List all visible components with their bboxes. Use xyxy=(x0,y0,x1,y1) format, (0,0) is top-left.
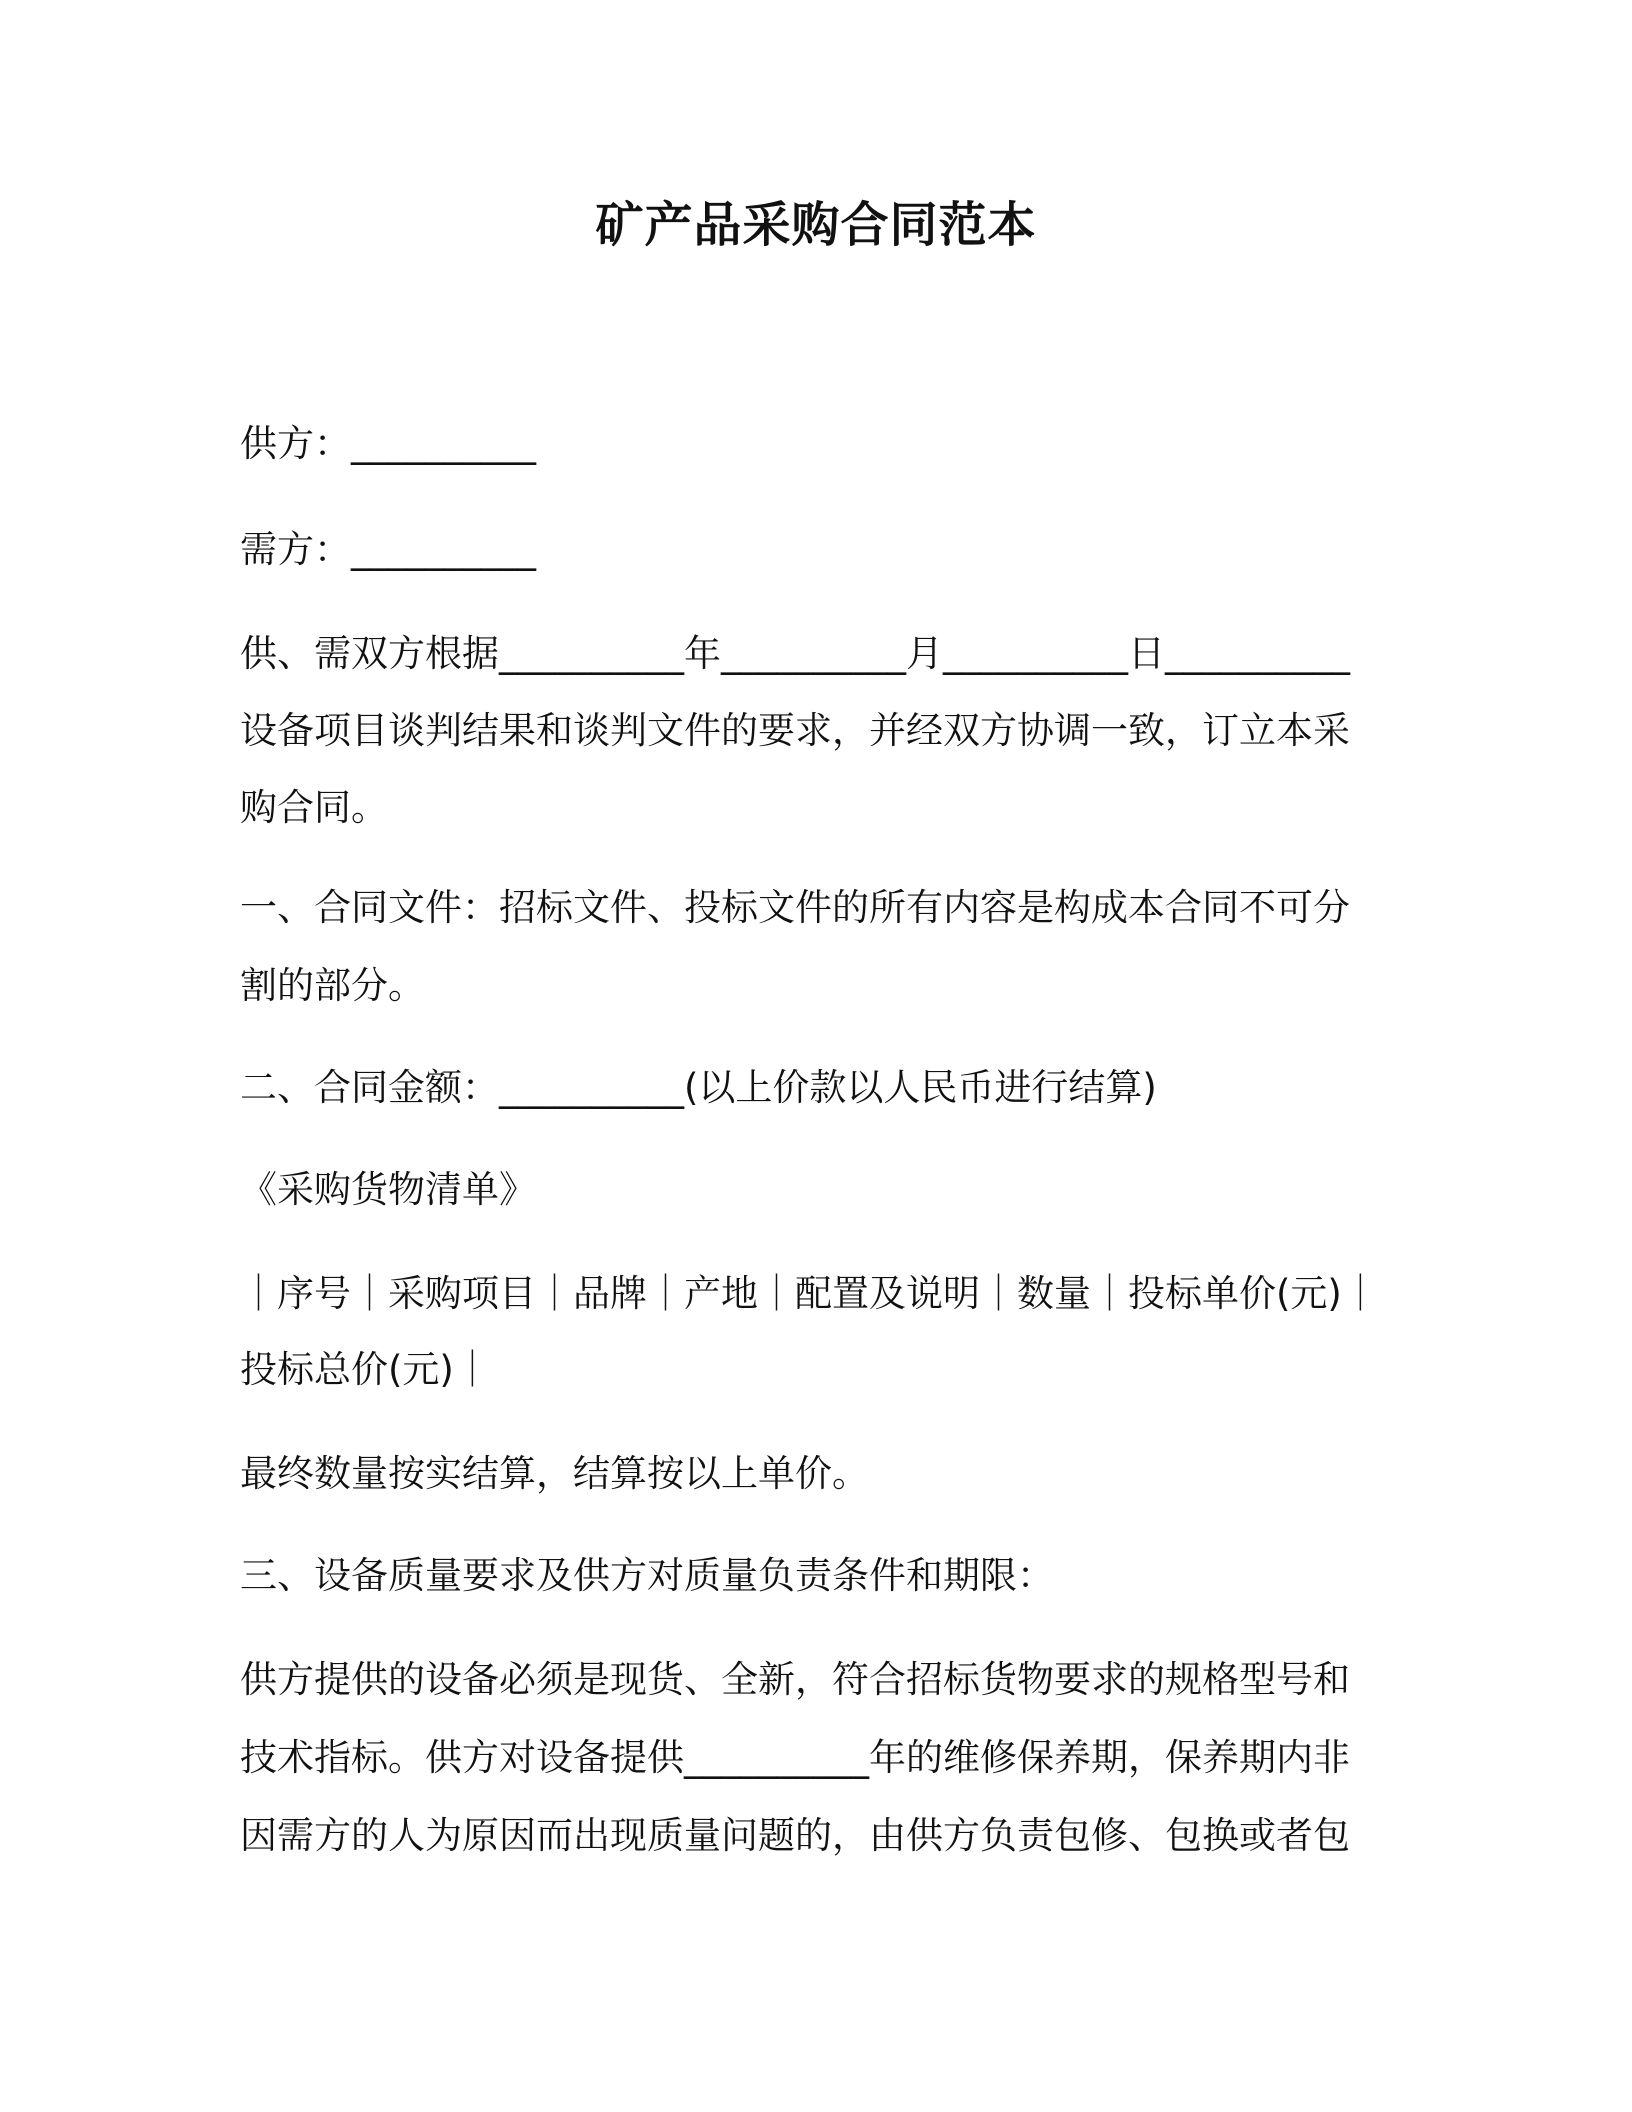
supplier-line: 供方：__________ xyxy=(240,422,536,465)
goods-list-heading: 《采购货物清单》 xyxy=(240,1168,536,1211)
preamble-line-3: 购合同。 xyxy=(240,786,388,829)
table-header-line-2: 投标总价(元)｜ xyxy=(240,1348,491,1391)
preamble-line-2: 设备项目谈判结果和谈判文件的要求，并经双方协调一致，订立本采 xyxy=(240,709,1350,752)
buyer-line: 需方：__________ xyxy=(240,528,536,571)
table-header-line-1: ｜序号｜采购项目｜品牌｜产地｜配置及说明｜数量｜投标单价(元)｜ xyxy=(240,1272,1379,1315)
clause-1-line-1: 一、合同文件：招标文件、投标文件的所有内容是构成本合同不可分 xyxy=(240,886,1350,929)
document-title: 矿产品采购合同范本 xyxy=(595,197,1037,253)
clause-3-line-3: 因需方的人为原因而出现质量问题的，由供方负责包修、包换或者包 xyxy=(240,1814,1350,1857)
clause-2-line: 二、合同金额：__________(以上价款以人民币进行结算) xyxy=(240,1066,1157,1109)
clause-3-line-1: 供方提供的设备必须是现货、全新，符合招标货物要求的规格型号和 xyxy=(240,1658,1350,1701)
preamble-line-1: 供、需双方根据__________年__________月__________日__________ xyxy=(240,632,1350,675)
clause-3-line-2: 技术指标。供方对设备提供__________年的维修保养期，保养期内非 xyxy=(240,1736,1350,1779)
clause-1-line-2: 割的部分。 xyxy=(240,964,425,1007)
clause-3-heading: 三、设备质量要求及供方对质量负责条件和期限： xyxy=(240,1554,1054,1597)
settlement-note: 最终数量按实结算，结算按以上单价。 xyxy=(240,1452,869,1495)
